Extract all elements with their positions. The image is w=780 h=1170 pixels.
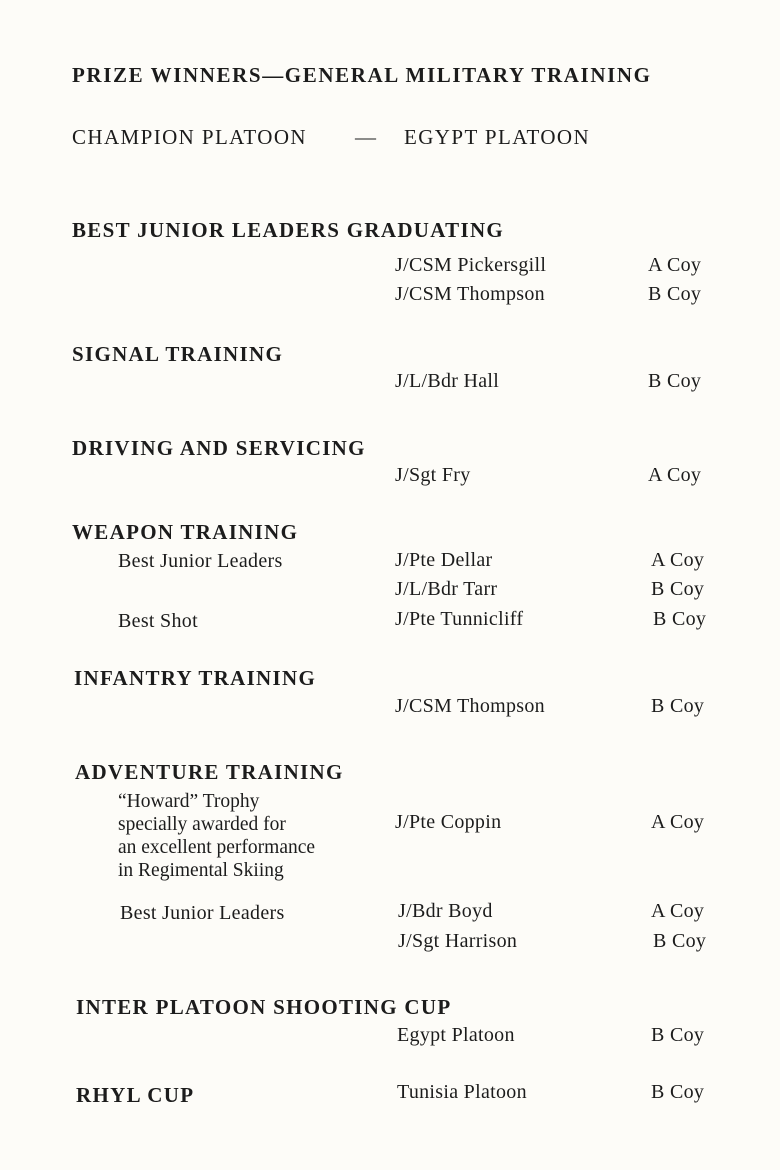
- winner-coy: B Coy: [653, 930, 707, 952]
- winner-coy: B Coy: [651, 578, 705, 600]
- section-heading-inter-platoon-shooting-cup: INTER PLATOON SHOOTING CUP: [76, 995, 452, 1019]
- winner-coy: B Coy: [651, 1024, 705, 1046]
- winner-coy: B Coy: [651, 1081, 705, 1103]
- champion-platoon-label: CHAMPION PLATOON: [72, 125, 307, 149]
- sub-category-label: Best Shot: [118, 610, 198, 632]
- page-title: PRIZE WINNERS—GENERAL MILITARY TRAINING: [72, 63, 652, 87]
- section-heading-infantry-training: INFANTRY TRAINING: [74, 666, 317, 690]
- section-heading-driving-and-servicing: DRIVING AND SERVICING: [72, 436, 366, 460]
- winner-name: J/L/Bdr Hall: [395, 370, 500, 392]
- section-heading-rhyl-cup: RHYL CUP: [76, 1083, 195, 1107]
- winner-name: J/CSM Thompson: [395, 283, 545, 305]
- winner-coy: A Coy: [648, 254, 702, 276]
- winner-name: J/CSM Thompson: [395, 695, 545, 717]
- winner-name: J/Sgt Harrison: [398, 930, 518, 952]
- winner-coy: A Coy: [651, 811, 705, 833]
- winner-name: J/L/Bdr Tarr: [395, 578, 498, 600]
- winner-coy: A Coy: [648, 464, 702, 486]
- winner-coy: B Coy: [653, 608, 707, 630]
- section-heading-weapon-training: WEAPON TRAINING: [72, 520, 299, 544]
- section-heading-adventure-training: ADVENTURE TRAINING: [75, 760, 344, 784]
- howard-trophy-line: “Howard” Trophy: [118, 791, 260, 812]
- winner-name: J/Pte Dellar: [395, 549, 493, 571]
- winner-name: Tunisia Platoon: [397, 1081, 527, 1103]
- winner-coy: B Coy: [651, 695, 705, 717]
- winner-name: J/Sgt Fry: [395, 464, 471, 486]
- sub-category-label: Best Junior Leaders: [118, 550, 283, 572]
- winner-name: J/Pte Tunnicliff: [395, 608, 524, 630]
- winner-name: J/Pte Coppin: [395, 811, 502, 833]
- winner-coy: B Coy: [648, 370, 702, 392]
- champion-platoon-value: EGYPT PLATOON: [404, 125, 591, 149]
- winner-coy: B Coy: [648, 283, 702, 305]
- howard-trophy-line: an excellent performance: [118, 837, 316, 858]
- section-heading-signal-training: SIGNAL TRAINING: [72, 342, 284, 366]
- howard-trophy-line: specially awarded for: [118, 814, 286, 835]
- winner-name: Egypt Platoon: [397, 1024, 515, 1046]
- winner-name: J/CSM Pickersgill: [395, 254, 547, 276]
- winner-coy: A Coy: [651, 549, 705, 571]
- sub-category-label: Best Junior Leaders: [120, 902, 285, 924]
- howard-trophy-line: in Regimental Skiing: [118, 860, 284, 881]
- section-heading-best-junior-leaders-graduating: BEST JUNIOR LEADERS GRADUATING: [72, 218, 505, 242]
- champion-dash: —: [355, 125, 378, 149]
- winner-name: J/Bdr Boyd: [398, 900, 493, 922]
- winner-coy: A Coy: [651, 900, 705, 922]
